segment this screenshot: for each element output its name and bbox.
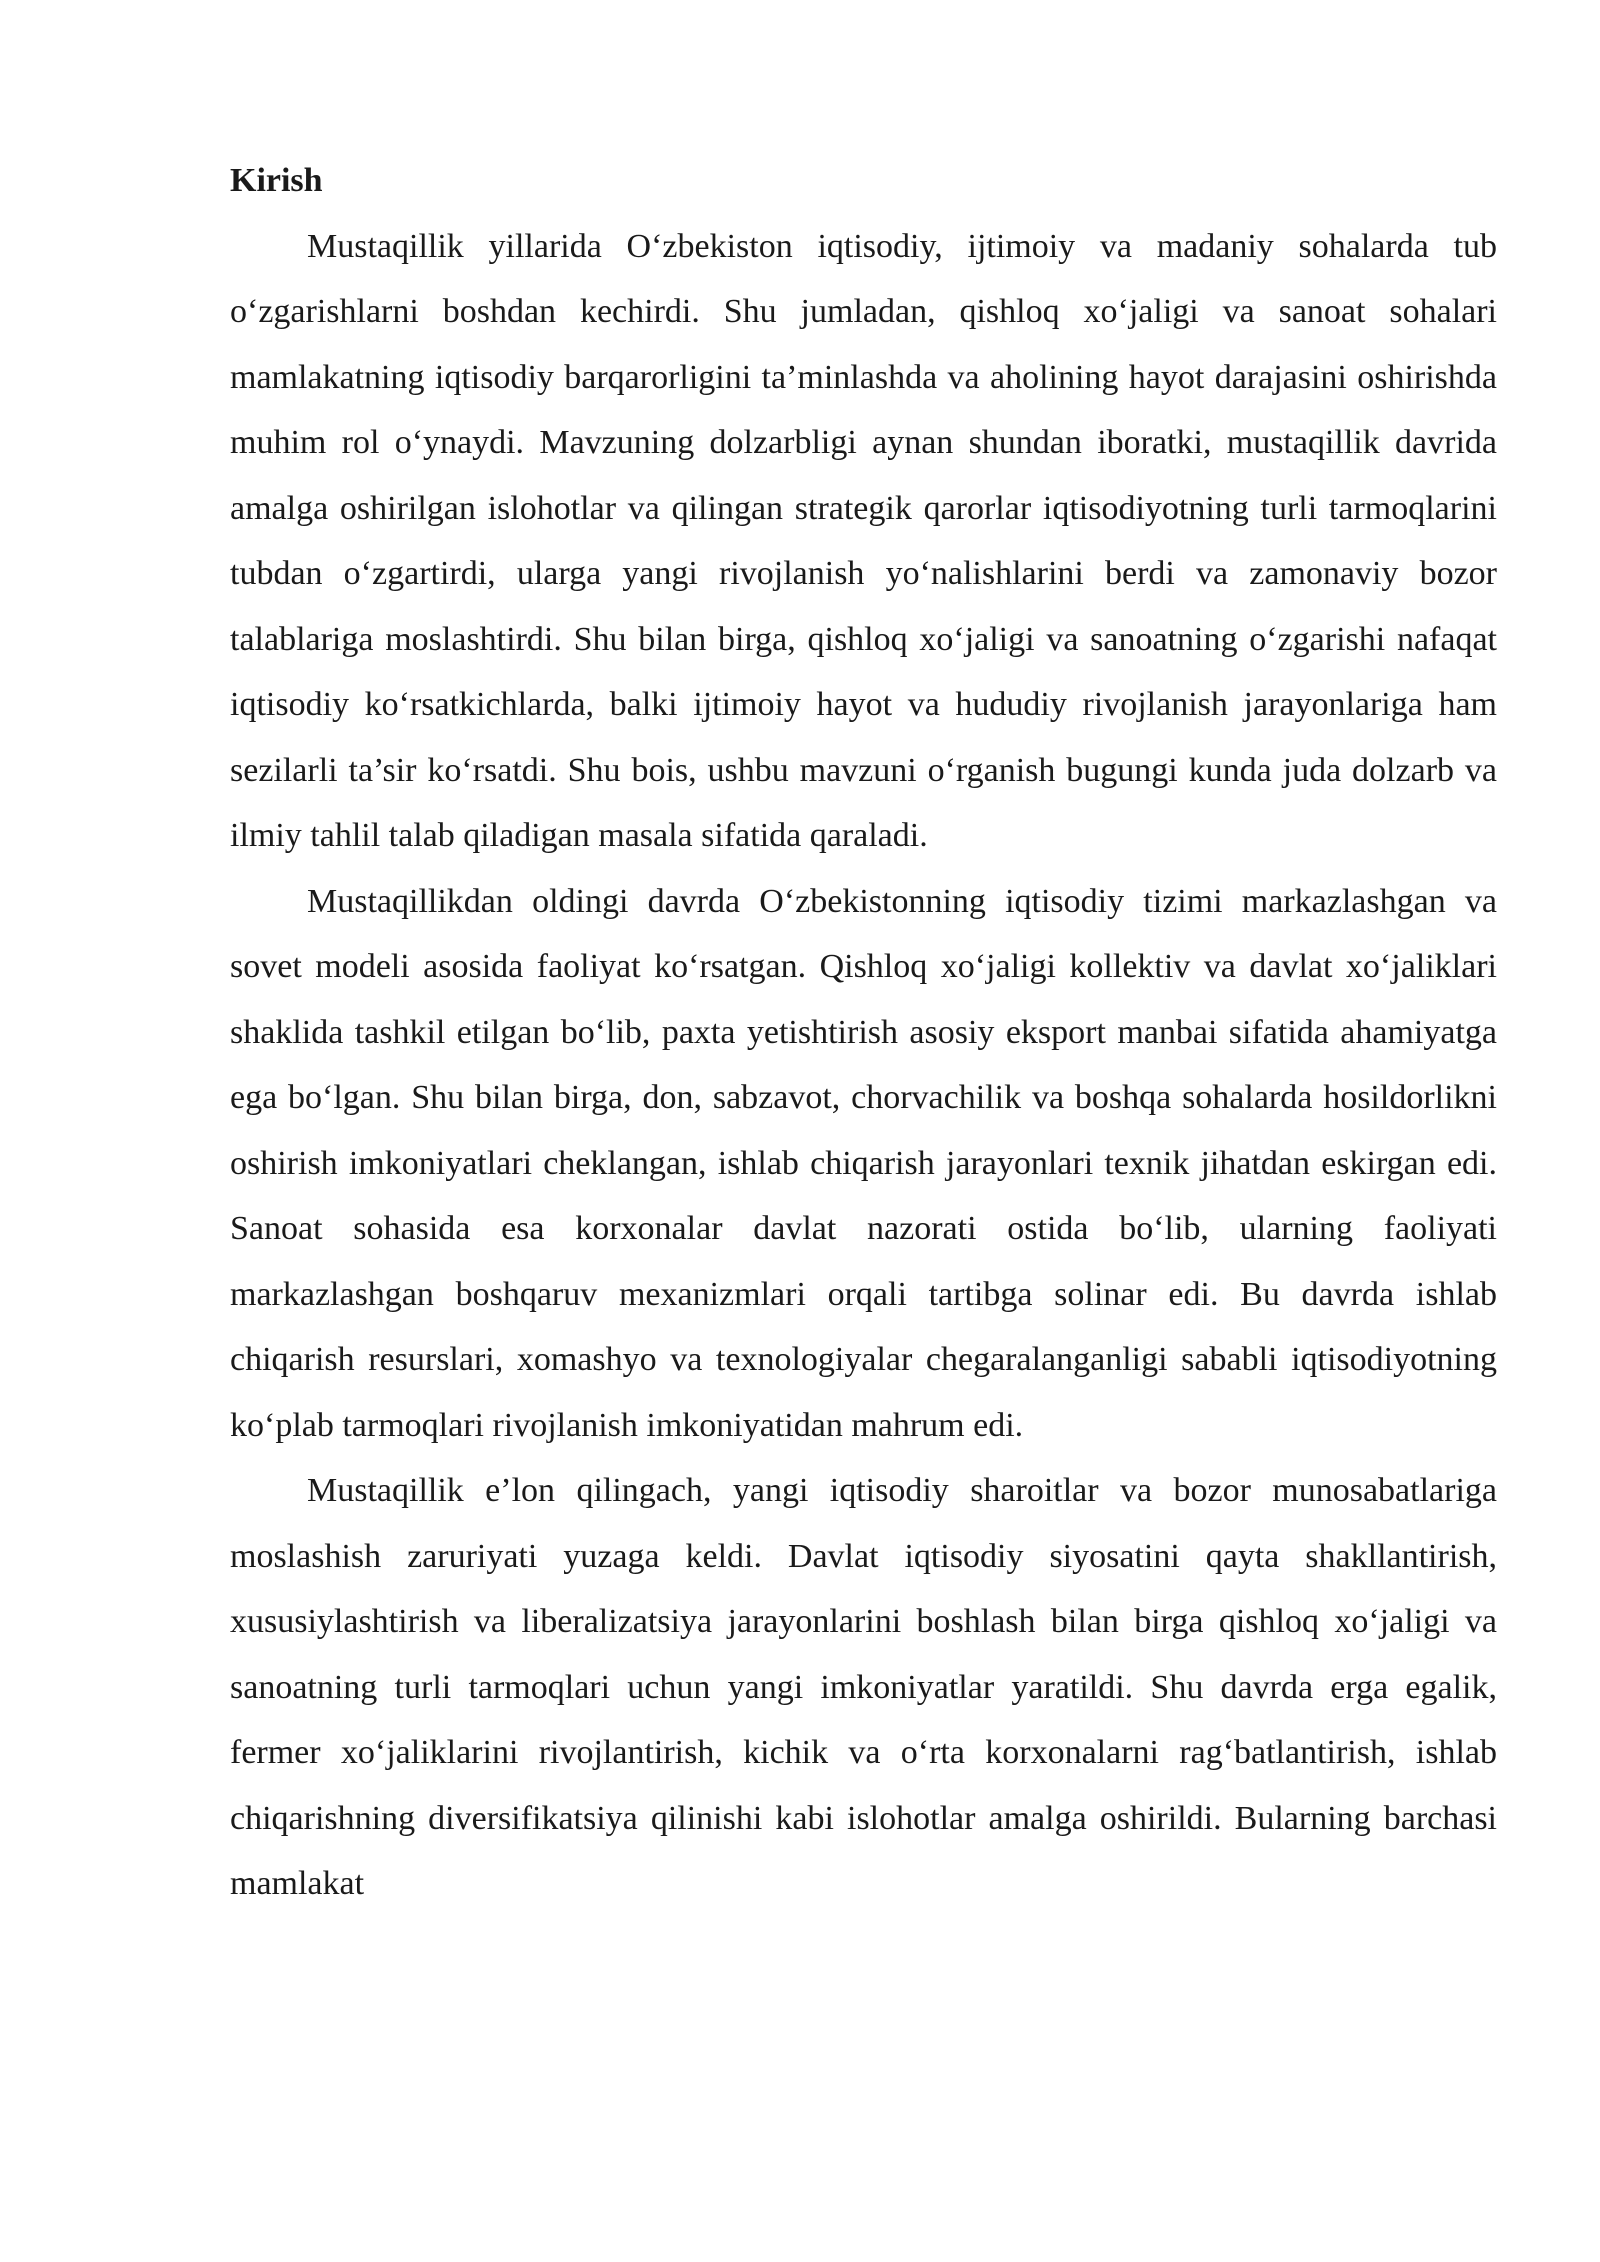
paragraph-2: Mustaqillikdan oldingi davrda O‘zbekistonning iqtisodiy tizimi markazlashgan va sovet modeli asosida faoliyat ko‘rsatgan. Qishloq xo‘jaligi kollektiv va davlat xo‘jaliklari shaklida tashkil etilgan bo‘lib, paxta yetishtirish asosiy eksport manbai sifatida ahamiyatga ega bo‘lgan. Shu bilan birga, don, sabzavot, chorvachilik va boshqa sohalarda hosildorlikni oshirish imkoniyatlari cheklangan, ishlab chiqarish jarayonlari texnik jihatdan eskirgan edi. Sanoat sohasida esa korxonalar davlat nazorati ostida bo‘lib, ularning faoliyati markazlashgan boshqaruv mexanizmlari orqali tartibga solinar edi. Bu davrda ishlab chiqarish resurslari, xomashyo va texnologiyalar chegaralanganligi sababli iqtisodiyotning ko‘plab tarmoqlari rivojlanish imkoniyatidan mahrum edi. <box>230 882 1497 1444</box>
document-page <box>230 148 1497 1917</box>
paragraph-1: Mustaqillik yillarida O‘zbekiston iqtisodiy, ijtimoiy va madaniy sohalarda tub o‘zgarishlarni boshdan kechirdi. Shu jumladan, qishloq xo‘jaligi va sanoat sohalari mamlakatning iqtisodiy barqarorligini ta’minlashda va aholining hayot darajasini oshirishda muhim rol o‘ynaydi. Mavzuning dolzarbligi aynan shundan iboratki, mustaqillik davrida amalga oshirilgan islohotlar va qilingan strategik qarorlar iqtisodiyotning turli tarmoqlarini tubdan o‘zgartirdi, ularga yangi rivojlanish yo‘nalishlarini berdi va zamonaviy bozor talablariga moslashtirdi. Shu bilan birga, qishloq xo‘jaligi va sanoatning o‘zgarishi nafaqat iqtisodiy ko‘rsatkichlarda, balki ijtimoiy hayot va hududiy rivojlanish jarayonlariga ham sezilarli ta’sir ko‘rsatdi. Shu bois, ushbu mavzuni o‘rganish bugungi kunda juda dolzarb va ilmiy tahlil talab qiladigan masala sifatida qaraladi. <box>230 227 1497 854</box>
paragraph-3: Mustaqillik e’lon qilingach, yangi iqtisodiy sharoitlar va bozor munosabatlariga moslashish zaruriyati yuzaga keldi. Davlat iqtisodiy siyosatini qayta shakllantirish, xususiylashtirish va liberalizatsiya jarayonlarini boshlash bilan birga qishloq xo‘jaligi va sanoatning turli tarmoqlari uchun yangi imkoniyatlar yaratildi. Shu davrda erga egalik, fermer xo‘jaliklarini rivojlantirish, kichik va o‘rta korxonalarni rag‘batlantirish, ishlab chiqarishning diversifikatsiya qilinishi kabi islohotlar amalga oshirildi. Bularning barchasi mamlakat <box>230 1472 1497 1902</box>
section-heading: Kirish <box>230 162 323 199</box>
